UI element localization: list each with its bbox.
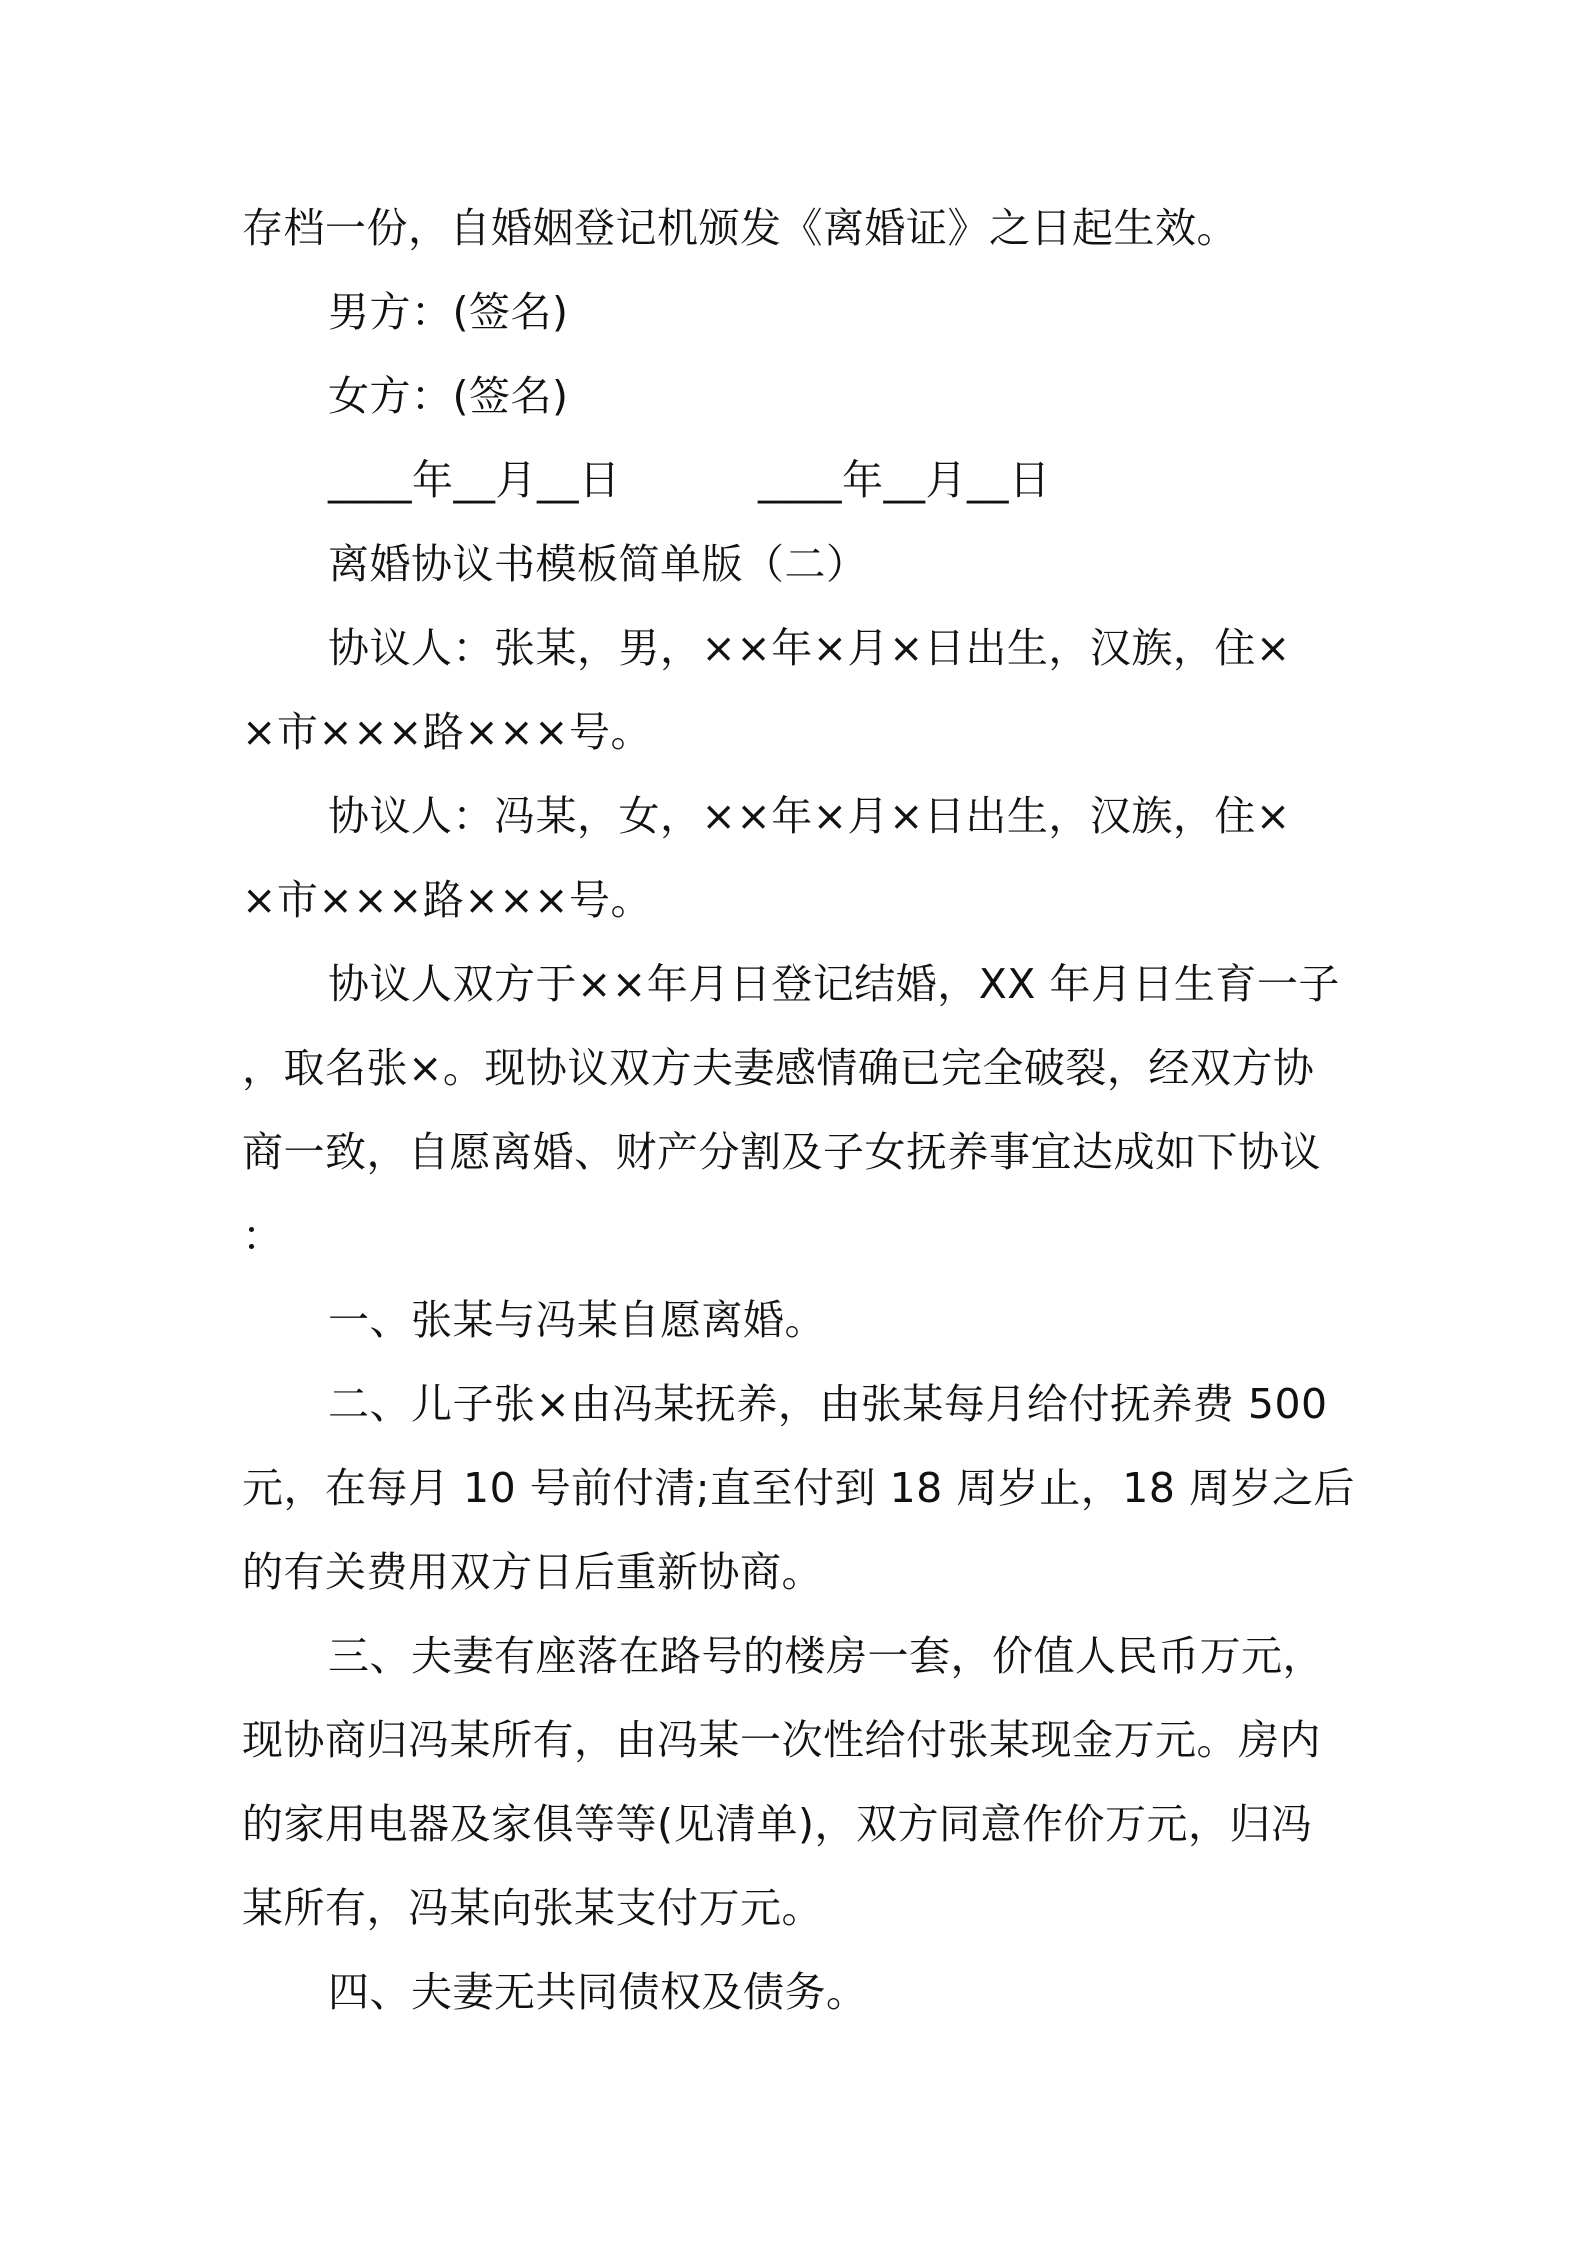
clause-line: 三、夫妻有座落在路号的楼房一套，价值人民币万元， [328,1632,1324,1680]
clause-line: 一、张某与冯某自愿离婚。 [328,1296,826,1344]
paragraph-line: 协议人：张某，男，××年×月×日出生，汉族，住× [328,624,1291,672]
paragraph-line: 元，在每月 10 号前付清;直至付到 18 周岁止，18 周岁之后 [242,1464,1355,1512]
paragraph-line: 协议人双方于××年月日登记结婚，XX 年月日生育一子 [328,960,1340,1008]
paragraph-line: 存档一份，自婚姻登记机颁发《离婚证》之日起生效。 [242,204,1238,252]
paragraph-line: ，取名张×。现协议双方夫妻感情确已完全破裂，经双方协 [242,1044,1315,1092]
paragraph-line: 某所有，冯某向张某支付万元。 [242,1884,823,1932]
male-signature-line: 男方：(签名) [328,288,569,336]
paragraph-line: ： [242,1212,284,1260]
paragraph-line: 的家用电器及家俱等等(见清单)，双方同意作价万元，归冯 [242,1800,1313,1848]
clause-line: 二、儿子张×由冯某抚养，由张某每月给付抚养费 500 [328,1380,1328,1428]
female-signature-line: 女方：(签名) [328,372,569,420]
paragraph-line: ×市×××路×××号。 [242,708,652,756]
section-title: 离婚协议书模板简单版（二） [328,540,868,588]
date-field-first: ____年__月__日 [328,456,621,504]
paragraph-line: 协议人：冯某，女，××年×月×日出生，汉族，住× [328,792,1291,840]
paragraph-line: ×市×××路×××号。 [242,876,652,924]
date-field-second: ____年__月__日 [758,456,1051,504]
date-line [0,450,1586,510]
clause-line: 四、夫妻无共同债权及债务。 [328,1968,868,2016]
paragraph-line: 的有关费用双方日后重新协商。 [242,1548,823,1596]
paragraph-line: 现协商归冯某所有，由冯某一次性给付张某现金万元。房内 [242,1716,1321,1764]
paragraph-line: 商一致，自愿离婚、财产分割及子女抚养事宜达成如下协议 [242,1128,1321,1176]
